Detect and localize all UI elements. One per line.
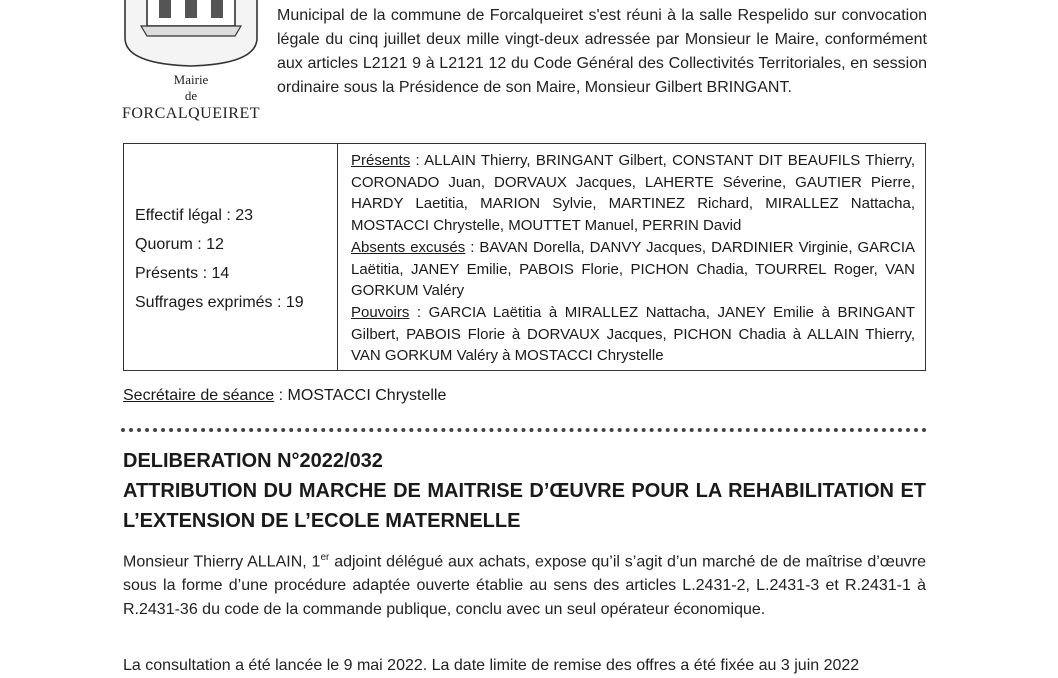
suffrages-exprimes: Suffrages exprimés : 19 [135,294,304,311]
presents-list [351,150,915,237]
secretaire-value: : MOSTACCI Chrystelle [274,387,447,404]
pouvoirs-label: Pouvoirs [351,303,410,321]
de-word: de [184,88,198,103]
attendance-counts [124,144,338,370]
intro-paragraph: Municipal de la commune de Forcalqueiret s'est réuni à la salle Respelido sur convocation légale du cinq juillet deux mille vingt-deux adressée par Monsieur le Maire, conformément aux articles L2121 9 à L2121 12 du Code Général des Collectivités Territoriales, en session ordinaire sous la Présidence de son Maire, Monsieur Gilbert BRINGANT. [277,7,927,96]
absents-label: Absents excusés [351,238,466,256]
superscript-er: er [320,552,330,563]
presents-count: Présents : 14 [135,265,230,282]
mairie-label [120,72,262,124]
absents-names: : BAVAN Dorella, DANVY Jacques, DARDINIER Virginie, GARCIA Laëtitia, JANEY Emilie, PABOIS Florie, PICHON Chadia, TOURREL Roger, VAN GORKUM Valéry [351,238,915,300]
paragraph-1-rest: adjoint délégué aux achats, expose qu’il s’agit d’un marché de de maîtrise d’œuvre sous la forme d’une procédure adaptée ouverte établie au sens des articles L.2431-2, L.2431-3 et R.2431-1 à R.2431-36 du code de la commande publique, conclu avec un seul opérateur économique. [123,553,926,619]
paragraph-1-start: Monsieur Thierry ALLAIN, 1 [123,553,321,571]
presents-names: : ALLAIN Thierry, BRINGANT Gilbert, CONSTANT DIT BEAUFILS Thierry, CORONADO Juan, DORVAUX Jacques, LAHERTE Séverine, GAUTIER Pierre, HARDY Laetitia, MARION Sylvie, MARTINEZ Richard, MIRALLEZ Nattacha, MOSTACCI Chrystelle, MOUTTET Manuel, PERRIN David [351,152,915,235]
presents-label: Présents [351,152,411,169]
town-name: FORCALQUEIRET [121,105,261,122]
absents-list [351,237,915,302]
dotted-separator [121,428,927,432]
deliberation-title-line1: ATTRIBUTION DU MARCHE DE MAITRISE D’ŒUVRE POUR LA REHABILITATION ET [123,480,926,502]
secretaire-label: Secrétaire de séance [123,387,275,404]
deliberation-title-line2: L’EXTENSION DE L’ECOLE MATERNELLE [123,510,521,532]
paragraph-2: La consultation a été lancée le 9 mai 2022. La date limite de remise des offres a été fixée au 3 juin 2022 [123,657,860,674]
quorum: Quorum : 12 [135,236,224,253]
deliberation-title [123,446,926,536]
effectif-legal: Effectif légal : 23 [135,207,253,224]
pouvoirs-list [351,302,915,367]
paragraph-1 [123,546,926,622]
deliberation-number: DELIBERATION N°2022/032 [123,450,383,472]
secretaire-de-seance [123,384,446,408]
attendance-table [123,143,926,371]
pouvoirs-names: : GARCIA Laëtitia à MIRALLEZ Nattacha, JANEY Emilie à BRINGANT Gilbert, PABOIS Florie à DORVAUX Jacques, PICHON Chadia à ALLAIN Thierry, VAN GORKUM Valéry à MOSTACCI Chrystelle [351,303,915,365]
coat-of-arms-icon [123,0,259,67]
attendance-names [338,144,925,370]
mairie-word: Mairie [173,72,209,87]
